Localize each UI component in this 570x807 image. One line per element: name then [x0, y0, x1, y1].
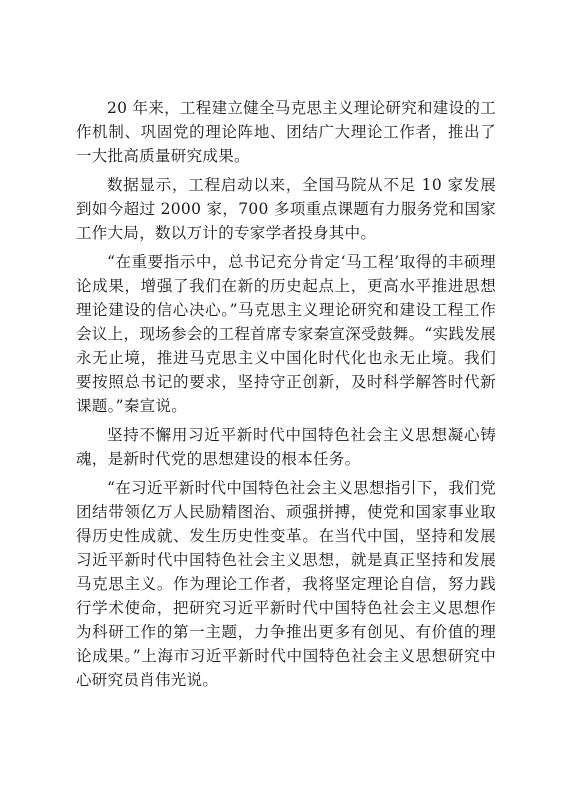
paragraph-5: “在习近平新时代中国特色社会主义思想指引下，我们党团结带领亿万人民励精图治、顽强拼搏，使党和国家事业取得历史性成就、发生历史性变革。在当代中国，坚持和发展习近平新时代中国特色社会主义思想，就是真正坚持和发展马克思主义。作为理论工作者，我将坚定理论自信，努力践行学术使命，把研究习近平新时代中国特色社会主义思想作为科研工作的第一主题，力争推出更多有创见、有价值的理论成果。”上海市习近平新时代中国特色社会主义思想研究中心研究员肖伟光说。	[76, 479, 496, 689]
paragraph-1: 20 年来，工程建立健全马克思主义理论研究和建设的工作机制、巩固党的理论阵地、团结广大理论工作者，推出了一大批高质量研究成果。	[76, 99, 496, 165]
paragraph-2: 数据显示，工程启动以来，全国马院从不足 10 家发展到如今超过 2000 家，700 多项重点课题有力服务党和国家工作大局，数以万计的专家学者投身其中。	[76, 176, 496, 242]
article-body	[76, 96, 496, 697]
paragraph-3: “在重要指示中，总书记充分肯定‘马工程’取得的丰硕理论成果，增强了我们在新的历史起点上，更高水平推进思想理论建设的信心决心。”马克思主义理论研究和建设工程工作会议上，现场参会的工程首席专家秦宣深受鼓舞。“实践发展永无止境，推进马克思主义中国化时代化也永无止境。我们要按照总书记的要求，坚持守正创新，及时科学解答时代新课题。”秦宣说。	[76, 253, 496, 415]
paragraph-4: 坚持不懈用习近平新时代中国特色社会主义思想凝心铸魂，是新时代党的思想建设的根本任务。	[76, 426, 496, 468]
